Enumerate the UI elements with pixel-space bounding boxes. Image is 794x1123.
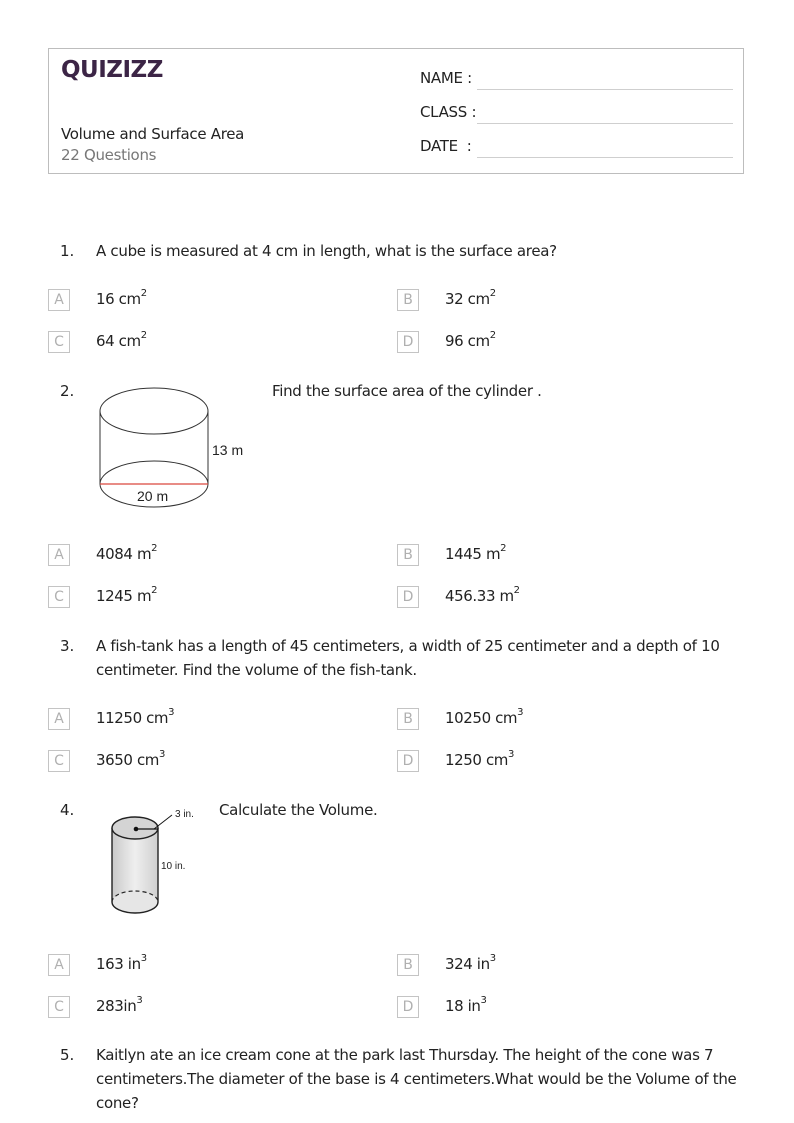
option-value: 64 cm (96, 332, 141, 350)
option-exponent: 3 (480, 995, 487, 1006)
height-label: 13 m (212, 442, 244, 458)
option-d-box[interactable]: D (397, 331, 419, 353)
option-exponent: 2 (151, 585, 158, 596)
option-c-box[interactable]: C (48, 586, 70, 608)
option-d-text (445, 587, 520, 605)
question-text-line-3: cone? (96, 1094, 139, 1112)
option-value: 324 in (445, 955, 490, 973)
class-field[interactable] (477, 123, 733, 124)
option-a-text (96, 545, 157, 563)
height-label: 10 in. (161, 861, 186, 872)
option-c-text (96, 751, 165, 769)
worksheet-title: Volume and Surface Area (61, 125, 245, 143)
question-count: 22 Questions (61, 146, 157, 164)
option-value: 10250 cm (445, 709, 518, 727)
option-exponent: 2 (140, 330, 147, 341)
question-text-line-1: A fish-tank has a length of 45 centimeters, a width of 25 centimeter and a depth of 10 (96, 637, 720, 655)
option-exponent: 3 (168, 707, 175, 718)
option-exponent: 2 (513, 585, 520, 596)
question-text-line-2: centimeters.The diameter of the base is 4 centimeters.What would be the Volume of the (96, 1070, 737, 1088)
option-exponent: 2 (489, 330, 496, 341)
option-value: 18 in (445, 997, 481, 1015)
option-value: 1250 cm (445, 751, 509, 769)
option-a-text (96, 290, 147, 308)
option-c-text (96, 997, 142, 1015)
question-number: 5. (60, 1046, 75, 1064)
option-d-text (445, 751, 514, 769)
option-value: 283in (96, 997, 137, 1015)
option-value: 163 in (96, 955, 141, 973)
option-exponent: 3 (489, 953, 496, 964)
option-exponent: 3 (136, 995, 143, 1006)
small-cylinder-figure (104, 800, 204, 920)
option-b-box[interactable]: B (397, 708, 419, 730)
class-label: CLASS : (420, 103, 477, 121)
option-exponent: 3 (508, 749, 514, 760)
option-d-box[interactable]: D (397, 586, 419, 608)
cylinder-figure (94, 384, 254, 510)
option-value: 456.33 m (445, 587, 514, 605)
option-c-box[interactable]: C (48, 331, 70, 353)
option-exponent: 2 (500, 543, 507, 554)
option-a-text (96, 709, 174, 727)
question-number: 1. (60, 242, 75, 260)
diameter-label: 20 m (137, 488, 169, 504)
option-b-box[interactable]: B (397, 289, 419, 311)
option-exponent: 2 (489, 288, 496, 299)
radius-label: 3 in. (175, 809, 194, 820)
option-b-box[interactable]: B (397, 544, 419, 566)
question-text: Find the surface area of the cylinder . (272, 382, 542, 400)
option-b-text (445, 709, 523, 727)
option-b-box[interactable]: B (397, 954, 419, 976)
option-c-text (96, 332, 147, 350)
option-d-text (445, 997, 487, 1015)
quizizz-logo: QUIZIZZ (61, 57, 163, 83)
worksheet-header (48, 48, 744, 174)
name-label: NAME : (420, 69, 472, 87)
option-exponent: 3 (140, 953, 147, 964)
option-a-box[interactable]: A (48, 544, 70, 566)
option-c-text (96, 587, 157, 605)
option-a-text (96, 955, 147, 973)
option-d-box[interactable]: D (397, 750, 419, 772)
option-value: 1245 m (96, 587, 152, 605)
option-a-box[interactable]: A (48, 289, 70, 311)
option-value: 4084 m (96, 545, 152, 563)
option-b-text (445, 290, 496, 308)
option-value: 96 cm (445, 332, 490, 350)
question-number: 2. (60, 382, 75, 400)
option-value: 11250 cm (96, 709, 169, 727)
question-text: A cube is measured at 4 cm in length, what is the surface area? (96, 242, 557, 260)
option-d-text (445, 332, 496, 350)
option-c-box[interactable]: C (48, 750, 70, 772)
option-exponent: 3 (517, 707, 524, 718)
option-exponent: 2 (140, 288, 147, 299)
radius-leader (154, 815, 172, 829)
option-b-text (445, 955, 496, 973)
option-value: 16 cm (96, 290, 141, 308)
question-number: 3. (60, 637, 75, 655)
option-d-box[interactable]: D (397, 996, 419, 1018)
question-text: Calculate the Volume. (219, 801, 378, 819)
question-text-line-1: Kaitlyn ate an ice cream cone at the park last Thursday. The height of the cone was 7 (96, 1046, 714, 1064)
question-number: 4. (60, 801, 75, 819)
option-exponent: 3 (159, 749, 165, 760)
question-text-line-2: centimeter. Find the volume of the fish-tank. (96, 661, 417, 679)
option-a-box[interactable]: A (48, 954, 70, 976)
option-b-text (445, 545, 506, 563)
date-label: DATE : (420, 137, 472, 155)
date-field[interactable] (477, 157, 733, 158)
option-c-box[interactable]: C (48, 996, 70, 1018)
option-value: 32 cm (445, 290, 490, 308)
cylinder-top-ellipse (100, 388, 208, 434)
option-a-box[interactable]: A (48, 708, 70, 730)
option-exponent: 2 (151, 543, 158, 554)
name-field[interactable] (477, 89, 733, 90)
option-value: 3650 cm (96, 751, 160, 769)
option-value: 1445 m (445, 545, 501, 563)
